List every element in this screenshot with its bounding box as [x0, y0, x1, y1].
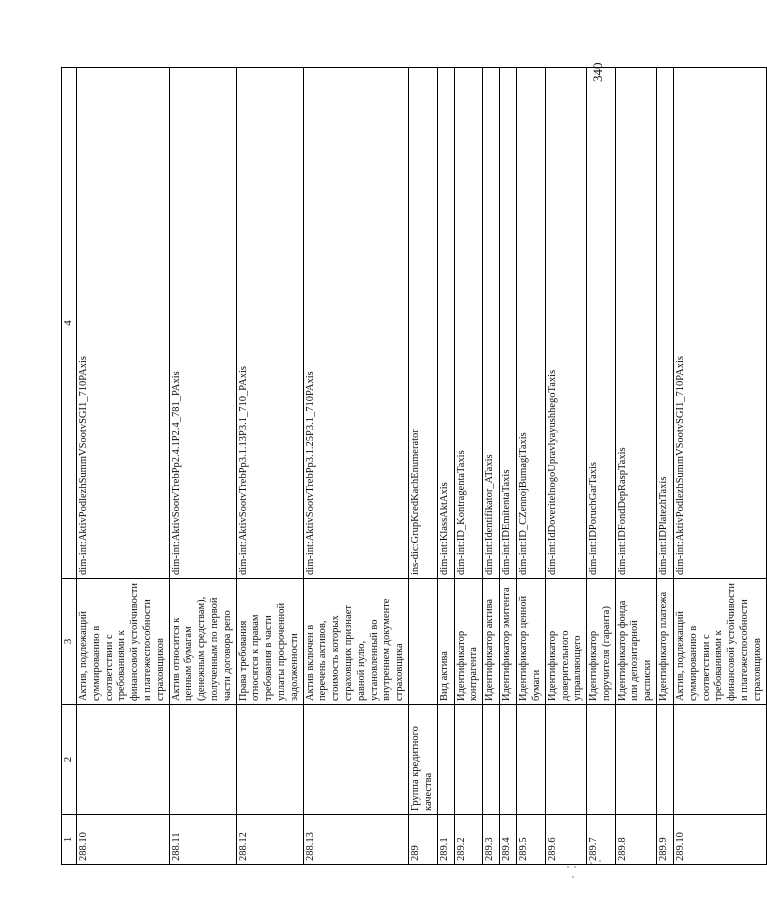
header-cell: 4: [62, 68, 77, 579]
row-description: Актив, подлежащий суммированию в соответствии с требованиями к финансовой устойчивости и платежеспособности страховщиков: [674, 579, 767, 705]
row-description: Вид актива: [437, 579, 454, 705]
row-description: Идентификатор доверительного управляющего: [545, 579, 586, 705]
scan-speck: [574, 866, 576, 868]
header-cell: 1: [62, 815, 77, 865]
row-description: Идентификатор ценной бумаги: [517, 579, 546, 705]
row-group: [303, 705, 408, 815]
scan-speck: [567, 866, 569, 868]
row-code: 289.2: [454, 815, 483, 865]
row-element: dim-int:AktivPodlezhSummVSootvSGI1_710PAxis: [77, 68, 170, 579]
row-group: [517, 705, 546, 815]
row-code: 289.3: [483, 815, 500, 865]
table-row: [77, 68, 170, 865]
table-row: [408, 68, 437, 865]
row-group: [545, 705, 586, 815]
row-description: Идентификатор эмитента: [500, 579, 517, 705]
table-header-row: [62, 68, 77, 865]
row-group: [483, 705, 500, 815]
table-row: [169, 68, 236, 865]
row-code: 289.8: [615, 815, 656, 865]
row-element: dim-int:Identifikator_ATaxis: [483, 68, 500, 579]
row-description: Актив включен в перечень активов, стоимость которых страховщик признает равной нулю, установленный во внутреннем документе страховщика: [303, 579, 408, 705]
table-row: [545, 68, 586, 865]
row-group: [236, 705, 303, 815]
row-element: dim-int:IDPoruchGarTaxis: [587, 68, 616, 579]
table-row: [483, 68, 500, 865]
row-description: Идентификатор актива: [483, 579, 500, 705]
table-row: [437, 68, 454, 865]
row-element: dim-int:AktivSootvTrebPp3.1.13P3.1_710_PAxis: [236, 68, 303, 579]
table-row: [657, 68, 674, 865]
table-row: [303, 68, 408, 865]
row-element: dim-int:IDFondDepRaspTaxis: [615, 68, 656, 579]
scan-speck: [572, 876, 574, 878]
row-code: 288.13: [303, 815, 408, 865]
row-group: [437, 705, 454, 815]
row-group: Группа кредитного качества: [408, 705, 437, 815]
row-element: dim-int:AktivPodlezhSummVSootvSGI1_710PAxis: [674, 68, 767, 579]
row-element: dim-int:ID_CZennojBumagiTaxis: [517, 68, 546, 579]
row-group: [657, 705, 674, 815]
row-element: dim-int:ID_KontragentaTaxis: [454, 68, 483, 579]
row-group: [674, 705, 767, 815]
table-row: [615, 68, 656, 865]
scan-speck: [590, 862, 592, 864]
row-code: 289.4: [500, 815, 517, 865]
page-number: 340: [590, 62, 605, 82]
row-description: Идентификатор платежа: [657, 579, 674, 705]
row-code: 289: [408, 815, 437, 865]
row-element: dim-int:KlassAktAxis: [437, 68, 454, 579]
row-code: 289.6: [545, 815, 586, 865]
row-code: 288.12: [236, 815, 303, 865]
row-code: 289.5: [517, 815, 546, 865]
row-description: Идентификатор фонда или депозитарной расписки: [615, 579, 656, 705]
row-description: Актив, подлежащий суммированию в соответствии с требованиями к финансовой устойчивости и платежеспособности страховщиков: [77, 579, 170, 705]
row-description: Идентификатор контрагента: [454, 579, 483, 705]
row-description: Права требования относятся к правам требования в части уплаты просроченной задолженности: [236, 579, 303, 705]
row-code: 289.9: [657, 815, 674, 865]
row-element: dim-int:IDPlatezhTaxis: [657, 68, 674, 579]
table-row: [236, 68, 303, 865]
row-code: 288.11: [169, 815, 236, 865]
row-description: Актив относится к ценным бумагам (денежным средствам), полученным по первой части договора репо: [169, 579, 236, 705]
row-group: [169, 705, 236, 815]
row-element: dim-int:IDEmitentaTaxis: [500, 68, 517, 579]
row-group: [500, 705, 517, 815]
header-cell: 2: [62, 705, 77, 815]
row-element: ins-dic:GrupKredKachEnumerator: [408, 68, 437, 579]
row-code: 289.7: [587, 815, 616, 865]
row-group: [587, 705, 616, 815]
row-code: 289.10: [674, 815, 767, 865]
header-cell: 3: [62, 579, 77, 705]
row-group: [454, 705, 483, 815]
document-table: [61, 67, 767, 865]
table-row: [454, 68, 483, 865]
row-description: Идентификатор поручителя (гаранта): [587, 579, 616, 705]
row-element: dim-int:IdDoveritelnogoUpravlyayushhegoTaxis: [545, 68, 586, 579]
table-row: [500, 68, 517, 865]
row-element: dim-int:AktivSootvTrebPp2.4.1P2.4_781_PAxis: [169, 68, 236, 579]
row-code: 288.10: [77, 815, 170, 865]
scan-speck: [599, 860, 601, 862]
row-group: [615, 705, 656, 815]
row-group: [77, 705, 170, 815]
row-description: [408, 579, 437, 705]
table-row: [587, 68, 616, 865]
table-row: [517, 68, 546, 865]
row-element: dim-int:AktivSootvTrebPp3.1.25P3.1_710PAxis: [303, 68, 408, 579]
row-code: 289.1: [437, 815, 454, 865]
table-row: [674, 68, 767, 865]
